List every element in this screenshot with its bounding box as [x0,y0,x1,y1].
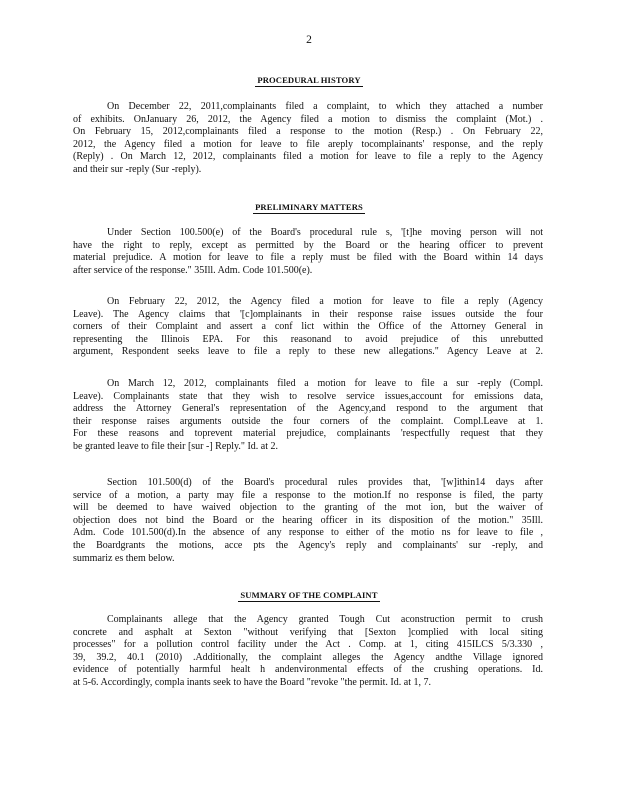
text-line: On December 22, 2011,complainants filed a complaint, to which they attached a number [107,101,543,112]
text-line: address the Attorney General's representation of the Agency,and respond to the argument that [73,403,543,415]
paragraph-procedural-history [73,101,543,177]
heading-procedural-history [0,75,618,87]
text-line: the Boardgrants the motions, acce pts the Agency's reply and complainants' sur -reply, and [73,539,543,551]
paragraph-summary [73,614,543,690]
paragraph-section-100-500 [73,227,543,277]
text-line: Section 101.500(d) of the Board's procedural rules provides that, '[w]ithin14 days after [107,477,543,488]
text-line: On February 15, 2012,complainants filed a response to the motion (Resp.) . On February 22, [73,126,543,138]
text-line: Adm. Code 101.500(d).In the absence of any response to either of the motio ns for leave to file , [73,527,543,539]
text-line: concrete and asphalt at Sexton "without verifying that [Sexton ]complied with local siting [73,626,543,638]
text-line: have the right to reply, except as permitted by the Board or the hearing officer to prevent [73,239,543,251]
text-line: and their sur -reply (Sur -reply). [73,163,202,175]
heading-text: SUMMARY OF THE COMPLAINT [240,590,378,600]
text-line: their response raises arguments outside the four corners of the complaint. Compl.Leave at 1. [73,415,543,427]
paragraph-section-101-500 [73,477,543,565]
text-line: Leave). The Agency claims that '[c]omplainants in their response raise issues outside the four [73,308,543,320]
text-line: For these reasons and toprevent material prejudice, complainants 'respectfully request that they [73,428,543,440]
text-line: processes" for a pollution control facility under the Act . Comp. at 1, citing 415ILCS 5/3.330 , [73,639,543,651]
heading-text: PRELIMINARY MATTERS [255,202,363,212]
text-line: (Reply) . On March 12, 2012, complainants filed a motion for leave to file a reply to the Agency [73,151,543,163]
text-line: corners of their Complaint and assert a conf lict within the Office of the Attorney General in [73,321,543,333]
text-line: summariz es them below. [73,552,175,564]
text-line: at 5-6. Accordingly, compla inants seek to have the Board "revoke "the permit. Id. at 1, 7. [73,676,431,688]
heading-text: PROCEDURAL HISTORY [257,75,361,85]
heading-summary-of-complaint [0,590,618,602]
page-number: 2 [306,34,312,46]
text-line: of exhibits. OnJanuary 26, 2012, the Agency filed a motion to dismiss the complaint (Mot.) . [73,113,543,125]
text-line: 39, 39.2, 40.1 (2010) .Additionally, the complaint alleges the Agency andthe Village ignored [73,651,543,663]
text-line: Under Section 100.500(e) of the Board's procedural rule s, '[t]he moving person will not [107,227,543,238]
text-line: be granted leave to file their [sur -] Reply." Id. at 2. [73,440,279,452]
text-line: after service of the response." 35Ill. Adm. Code 101.500(e). [73,264,313,276]
text-line: evidence of potentially harmful healt h andenvironmental effects of the crushing operations. Id. [73,664,543,676]
text-line: representing the Illinois EPA. For this reasonand to avoid prejudice of this unrebutted [73,333,543,345]
text-line: On February 22, 2012, the Agency filed a motion for leave to file a reply (Agency [107,296,543,307]
text-line: Complainants allege that the Agency granted Tough Cut aconstruction permit to crush [107,614,543,625]
paragraph-agency-leave [73,296,543,359]
text-line: Leave). Complainants state that they wish to resolve service issues,account for emissions data, [73,390,543,402]
paragraph-compl-leave [73,378,543,454]
heading-preliminary-matters [0,202,618,214]
text-line: material prejudice. A motion for leave to file a reply must be filed with the Board within 14 days [73,252,543,264]
text-line: will be deemed to have waived objection to the granting of the mot ion, but the waiver of [73,502,543,514]
text-line: argument, Respondent seeks leave to file a reply to these new allegations." Agency Leave at 2. [73,346,543,358]
text-line: service of a motion, a party may file a response to the motion.If no response is filed, the party [73,489,543,501]
text-line: objection does not bind the Board or the hearing officer in its disposition of the motion." 35Ill. [73,514,543,526]
text-line: On March 12, 2012, complainants filed a motion for leave to file a sur -reply (Compl. [107,378,543,389]
text-line: 2012, the Agency filed a motion for leave to file areply tocomplainants' response, and the reply [73,138,543,150]
